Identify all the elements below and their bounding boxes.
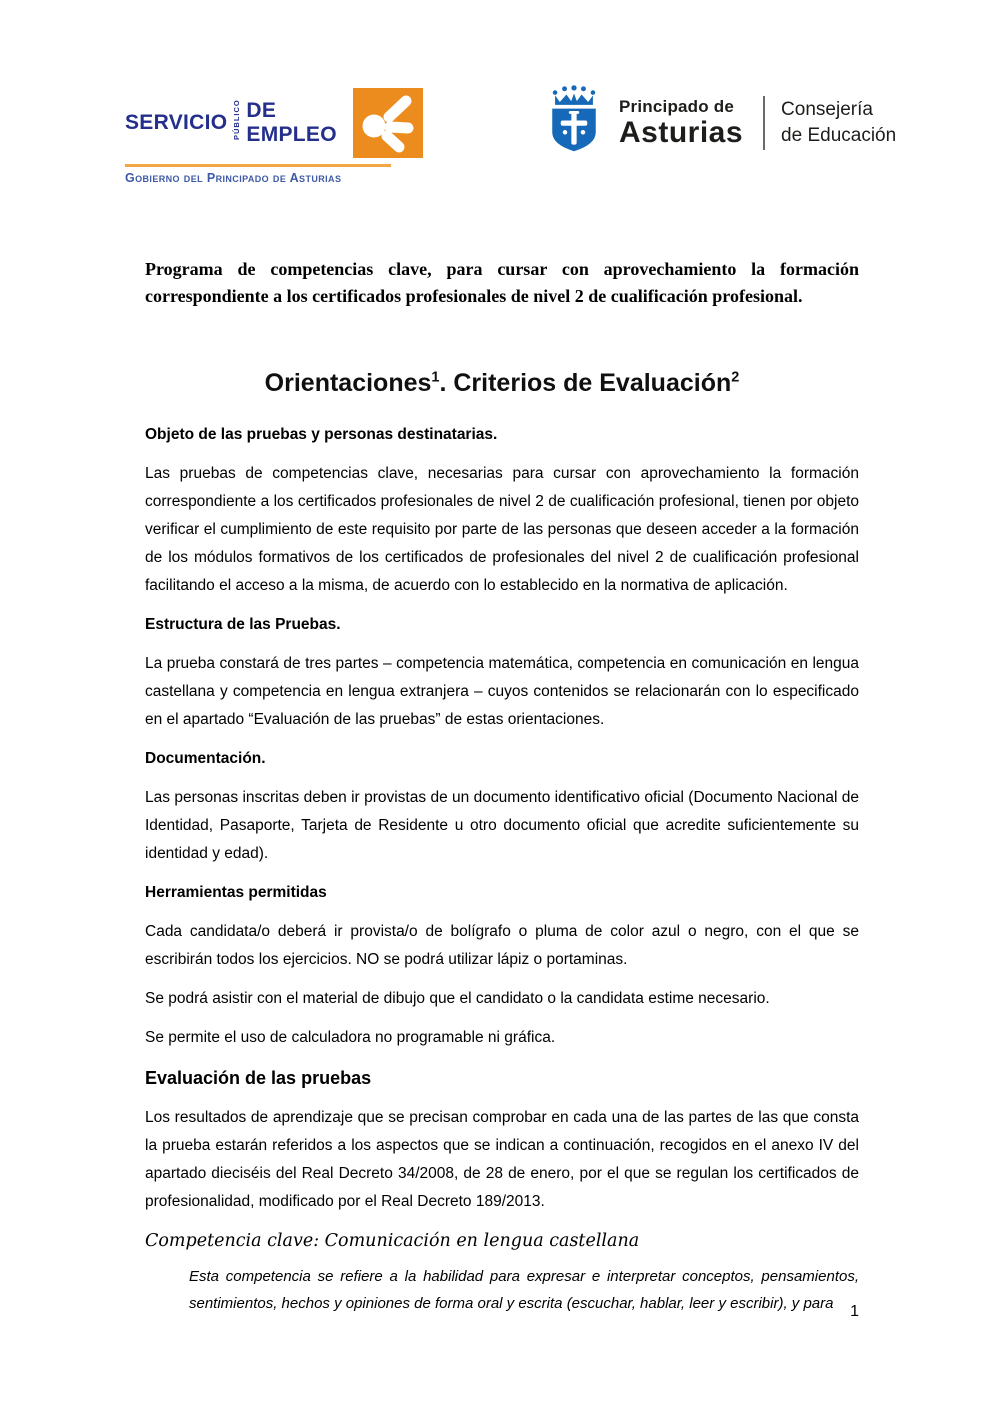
page-number: 1	[850, 1303, 859, 1320]
asturias-logo	[545, 85, 896, 160]
paragraph-objeto: Las pruebas de competencias clave, necesarias para cursar con aprovechamiento la formación correspondiente a los certificados profesionales de nivel 2 de cualificación profesional, tienen por objeto verificar el cumplimiento de este requisito por parte de las personas que deseen acceder a la formación de los módulos formativos de los certificados de profesionales del nivel 2 de cualificación profesional facilitando el acceso a la misma, de acuerdo con lo establecido en la normativa de aplicación.	[145, 465, 859, 594]
consejeria-label-line2: de Educación	[781, 124, 897, 146]
title-footnote-1: 1	[431, 369, 440, 386]
heading-documentacion: Documentación.	[145, 750, 266, 767]
sepe-logo-icon	[353, 88, 423, 158]
heading-competencia-clave: Competencia clave: Comunicación en lengua castellana	[145, 1231, 640, 1251]
paragraph-competencia-clave: Esta competencia se refiere a la habilidad para expresar e interpretar conceptos, pensamientos, sentimientos, hechos y opiniones de forma oral y escrita (escuchar, hablar, leer y escribir), y para	[189, 1268, 859, 1312]
title-part2: . Criterios de Evaluación	[439, 368, 732, 397]
sepe-word-servicio: SERVICIO	[125, 111, 228, 134]
paragraph-herramientas-2: Se podrá asistir con el material de dibujo que el candidato o la candidata estime necesario.	[145, 990, 770, 1007]
paragraph-estructura: La prueba constará de tres partes – competencia matemática, competencia en comunicación en lengua castellana y competencia en lengua extranjera – cuyos contenidos se relacionarán con lo especificado en el apartado “Evaluación de las pruebas” de estas orientaciones.	[145, 655, 859, 728]
sepe-rule	[125, 164, 391, 167]
heading-estructura: Estructura de las Pruebas.	[145, 616, 341, 633]
title-footnote-2: 2	[731, 369, 740, 386]
logo-divider	[763, 96, 765, 150]
consejeria-label-line1: Consejería	[781, 98, 873, 120]
paragraph-herramientas-1: Cada candidata/o deberá ir provista/o de bolígrafo o pluma de color azul o negro, con el que se escribirán todos los ejercicios. NO se podrá utilizar lápiz o portaminas.	[145, 923, 859, 968]
consejeria-label	[781, 97, 896, 148]
paragraph-documentacion: Las personas inscritas deben ir provistas de un documento identificativo oficial (Documento Nacional de Identidad, Pasaporte, Tarjeta de Residente u otro documento oficial que acredite suficientemente su identidad y edad).	[145, 789, 859, 862]
title-part1: Orientaciones	[264, 368, 432, 397]
intro-paragraph: Programa de competencias clave, para cursar con aprovechamiento la formación correspondiente a los certificados profesionales de nivel 2 de cualificación profesional.	[145, 259, 859, 306]
asturias-wordmark	[619, 98, 743, 148]
paragraph-evaluacion: Los resultados de aprendizaje que se precisan comprobar en cada una de las partes de las que consta la prueba estarán referidos a los aspectos que se indican a continuación, recogidos en el anexo IV del apartado dieciséis del Real Decreto 34/2008, de 28 de enero, por el que se regulan los certificados de profesionalidad, modificado por el Real Decreto 189/2013.	[145, 1109, 859, 1210]
document-body	[145, 421, 859, 1328]
sepe-government-caption: Gobierno del Principado de Asturias	[125, 171, 342, 185]
asturias-shield-icon	[545, 85, 603, 160]
asturias-wordmark-line1: Principado de	[619, 96, 735, 116]
heading-herramientas: Herramientas permitidas	[145, 884, 327, 901]
paragraph-herramientas-3: Se permite el uso de calculadora no programable ni gráfica.	[145, 1029, 556, 1046]
document-title	[145, 369, 859, 398]
sepe-wordmark	[125, 99, 337, 147]
sepe-logo	[125, 88, 391, 185]
asturias-wordmark-line2: Asturias	[619, 115, 744, 149]
sepe-publico-vertical-label: PÚBLICO	[232, 99, 242, 140]
heading-objeto: Objeto de las pruebas y personas destinatarias.	[145, 426, 498, 443]
heading-evaluacion: Evaluación de las pruebas	[145, 1068, 372, 1088]
sepe-word-de-empleo: DE EMPLEO	[246, 99, 337, 146]
